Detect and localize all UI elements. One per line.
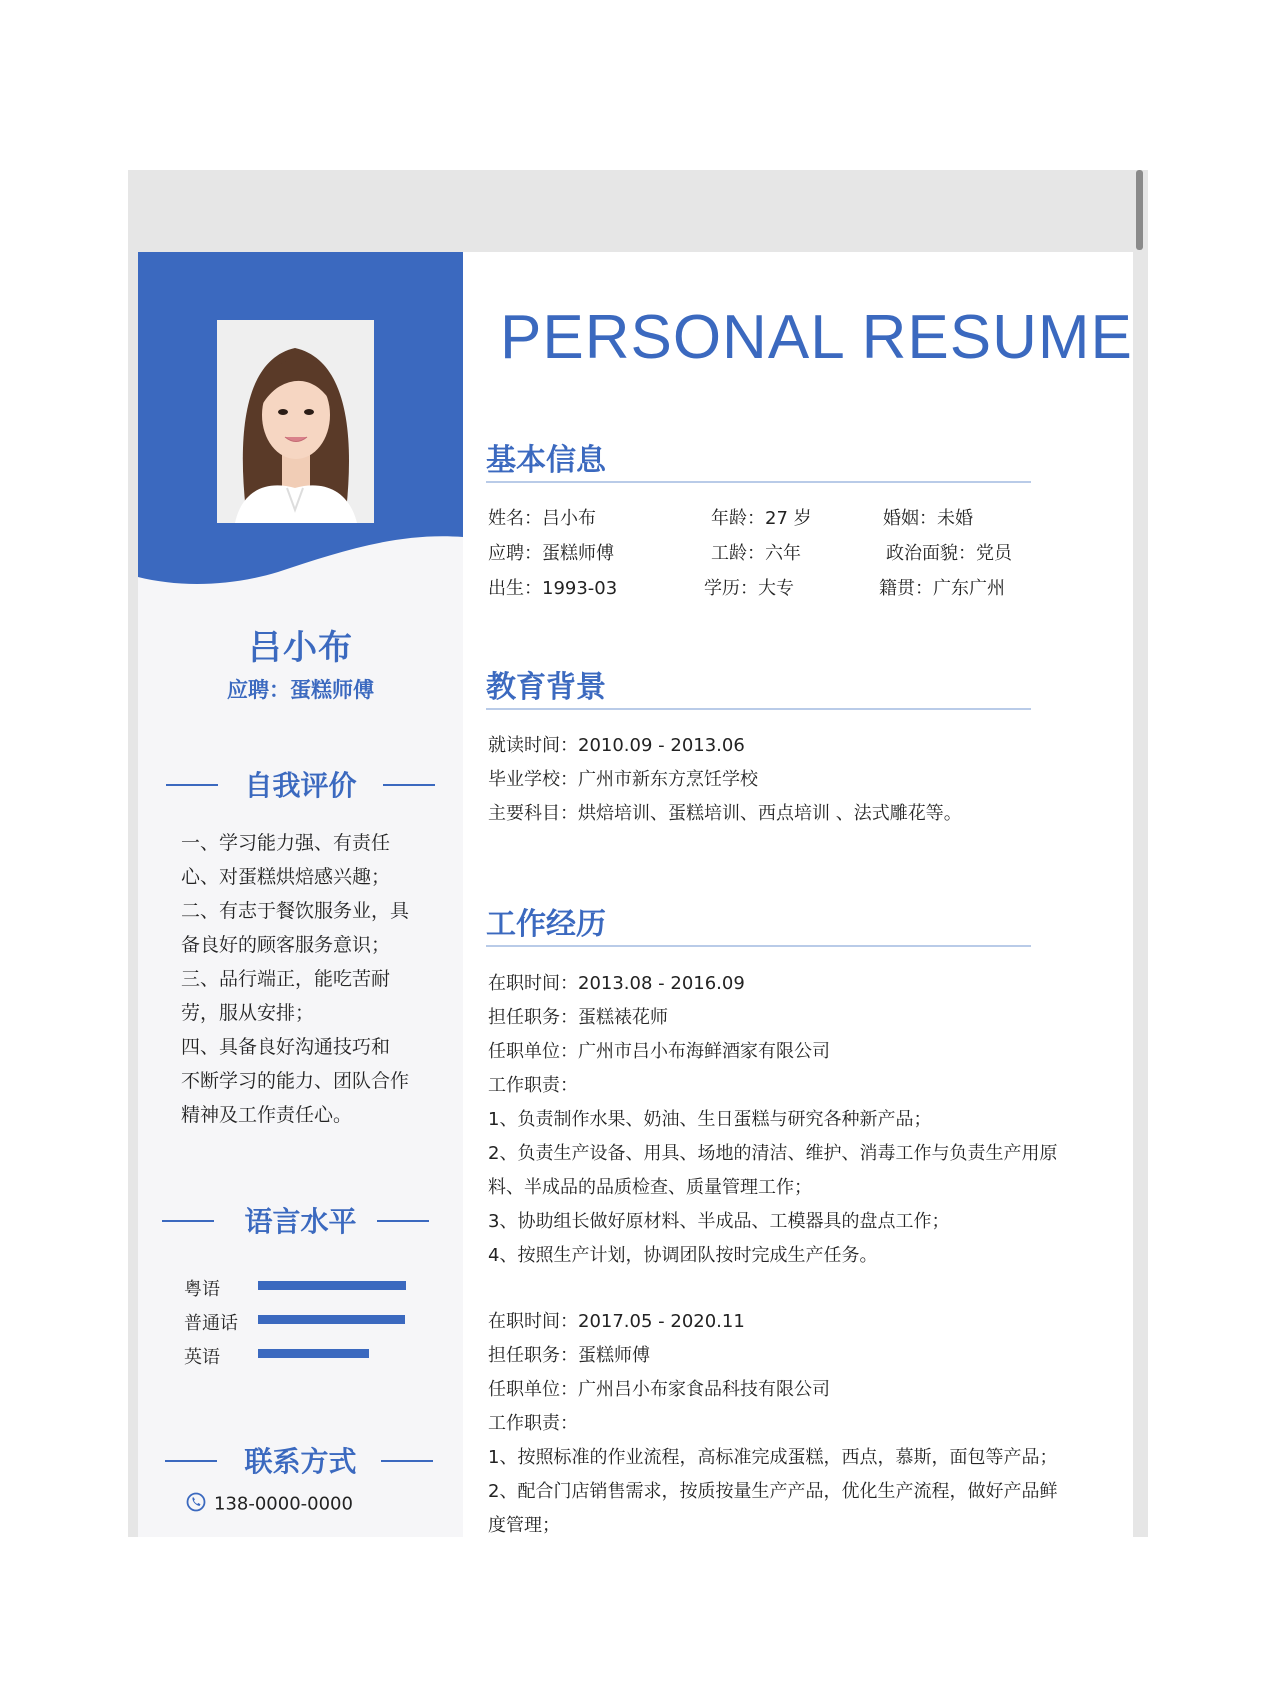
- language-name: 普通话: [184, 1313, 238, 1334]
- info-cell: 政治面貌：党员: [886, 543, 1012, 564]
- self-eval-line: 不断学习的能力、团队合作: [181, 1070, 410, 1092]
- self-eval-line: 四、具备良好沟通技巧和: [181, 1036, 391, 1058]
- self-eval-line: 心、对蛋糕烘焙感兴趣；: [181, 866, 391, 888]
- info-cell: 姓名：吕小布: [488, 508, 596, 529]
- self-eval-heading: [138, 764, 463, 804]
- language-row: [184, 1343, 444, 1371]
- education-line: 就读时间：2010.09 - 2013.06: [488, 735, 745, 756]
- work-line: 1、负责制作水果、奶油、生日蛋糕与研究各种新产品；: [488, 1109, 932, 1130]
- self-eval-line: 精神及工作责任心。: [181, 1104, 353, 1126]
- language-row: [184, 1275, 444, 1303]
- work-line: 工作职责：: [488, 1075, 578, 1096]
- education-line: 主要科目：烘焙培训、蛋糕培训、西点培训 、法式雕花等。: [488, 803, 962, 824]
- work-line: 4、按照生产计划，协调团队按时完成生产任务。: [488, 1245, 878, 1266]
- basic-info-title: 基本信息: [486, 435, 1031, 483]
- resume-page: [138, 252, 1133, 1537]
- info-cell: 工龄：六年: [711, 543, 801, 564]
- profile-photo: [217, 320, 374, 523]
- phone-icon: [186, 1492, 206, 1517]
- self-eval-list: [181, 826, 426, 1132]
- info-cell: 出生：1993-03: [488, 578, 618, 599]
- contact-heading: [138, 1440, 463, 1480]
- contact-title: 联系方式: [244, 1445, 357, 1478]
- self-eval-line: 一、学习能力强、有责任: [181, 832, 391, 854]
- education-title: 教育背景: [486, 662, 1031, 710]
- info-cell: 婚姻：未婚: [883, 508, 973, 529]
- work-line: 1、按照标准的作业流程，高标准完成蛋糕，西点，慕斯，面包等产品；: [488, 1447, 1058, 1468]
- resume-title: PERSONAL RESUME: [500, 303, 1133, 372]
- scrollbar-thumb[interactable]: [1136, 170, 1143, 250]
- work-line: 工作职责：: [488, 1413, 578, 1434]
- work-line: 任职单位：广州市吕小布海鲜酒家有限公司: [488, 1041, 830, 1062]
- work-line: 2、负责生产设备、用具、场地的清洁、维护、消毒工作与负责生产用原: [488, 1143, 1058, 1164]
- info-cell: 学历：大专: [704, 578, 794, 599]
- work-line: 2、配合门店销售需求，按质按量生产产品，优化生产流程，做好产品鲜: [488, 1481, 1058, 1502]
- language-level-bar: [258, 1315, 405, 1324]
- heading-rule-left: [165, 1460, 217, 1462]
- document-viewer[interactable]: [128, 170, 1148, 1537]
- language-row: [184, 1309, 444, 1337]
- work-line: 度管理；: [488, 1515, 560, 1536]
- work-line: 担任职务：蛋糕师傅: [488, 1345, 650, 1366]
- phone-number: 138-0000-0000: [214, 1493, 353, 1515]
- self-eval-title: 自我评价: [244, 769, 357, 802]
- heading-rule-right: [383, 784, 435, 786]
- self-eval-line: 劳，服从安排；: [181, 1002, 315, 1024]
- heading-rule-right: [381, 1460, 433, 1462]
- self-eval-line: 备良好的顾客服务意识；: [181, 934, 391, 956]
- heading-rule-right: [377, 1220, 429, 1222]
- language-name: 英语: [184, 1347, 220, 1368]
- self-eval-line: 三、品行端正，能吃苦耐: [181, 968, 391, 990]
- work-title: 工作经历: [486, 899, 1031, 947]
- language-level-bar: [258, 1349, 369, 1358]
- work-line: 任职单位：广州吕小布家食品科技有限公司: [488, 1379, 830, 1400]
- info-cell: 年龄：27 岁: [711, 508, 812, 529]
- info-cell: 籍贯：广东广州: [879, 578, 1005, 599]
- work-line: 3、协助组长做好原材料、半成品、工模器具的盘点工作；: [488, 1211, 950, 1232]
- work-line: 料、半成品的品质检查、质量管理工作；: [488, 1177, 812, 1198]
- candidate-name: 吕小布: [248, 628, 353, 668]
- education-line: 毕业学校：广州市新东方烹饪学校: [488, 769, 758, 790]
- info-cell: 应聘：蛋糕师傅: [488, 543, 614, 564]
- self-eval-line: 二、有志于餐饮服务业，具: [181, 900, 410, 922]
- work-line: 在职时间：2013.08 - 2016.09: [488, 973, 745, 994]
- language-title: 语言水平: [244, 1205, 357, 1238]
- main-column: [463, 252, 1133, 1537]
- work-line: 担任职务：蛋糕裱花师: [488, 1007, 668, 1028]
- candidate-position: 应聘：蛋糕师傅: [227, 678, 374, 702]
- heading-rule-left: [162, 1220, 214, 1222]
- language-level-bar: [258, 1281, 406, 1290]
- heading-rule-left: [166, 784, 218, 786]
- language-heading: [138, 1200, 463, 1240]
- sidebar: [138, 252, 463, 1537]
- language-name: 粤语: [184, 1279, 220, 1300]
- contact-phone: [186, 1492, 353, 1517]
- work-line: 在职时间：2017.05 - 2020.11: [488, 1311, 745, 1332]
